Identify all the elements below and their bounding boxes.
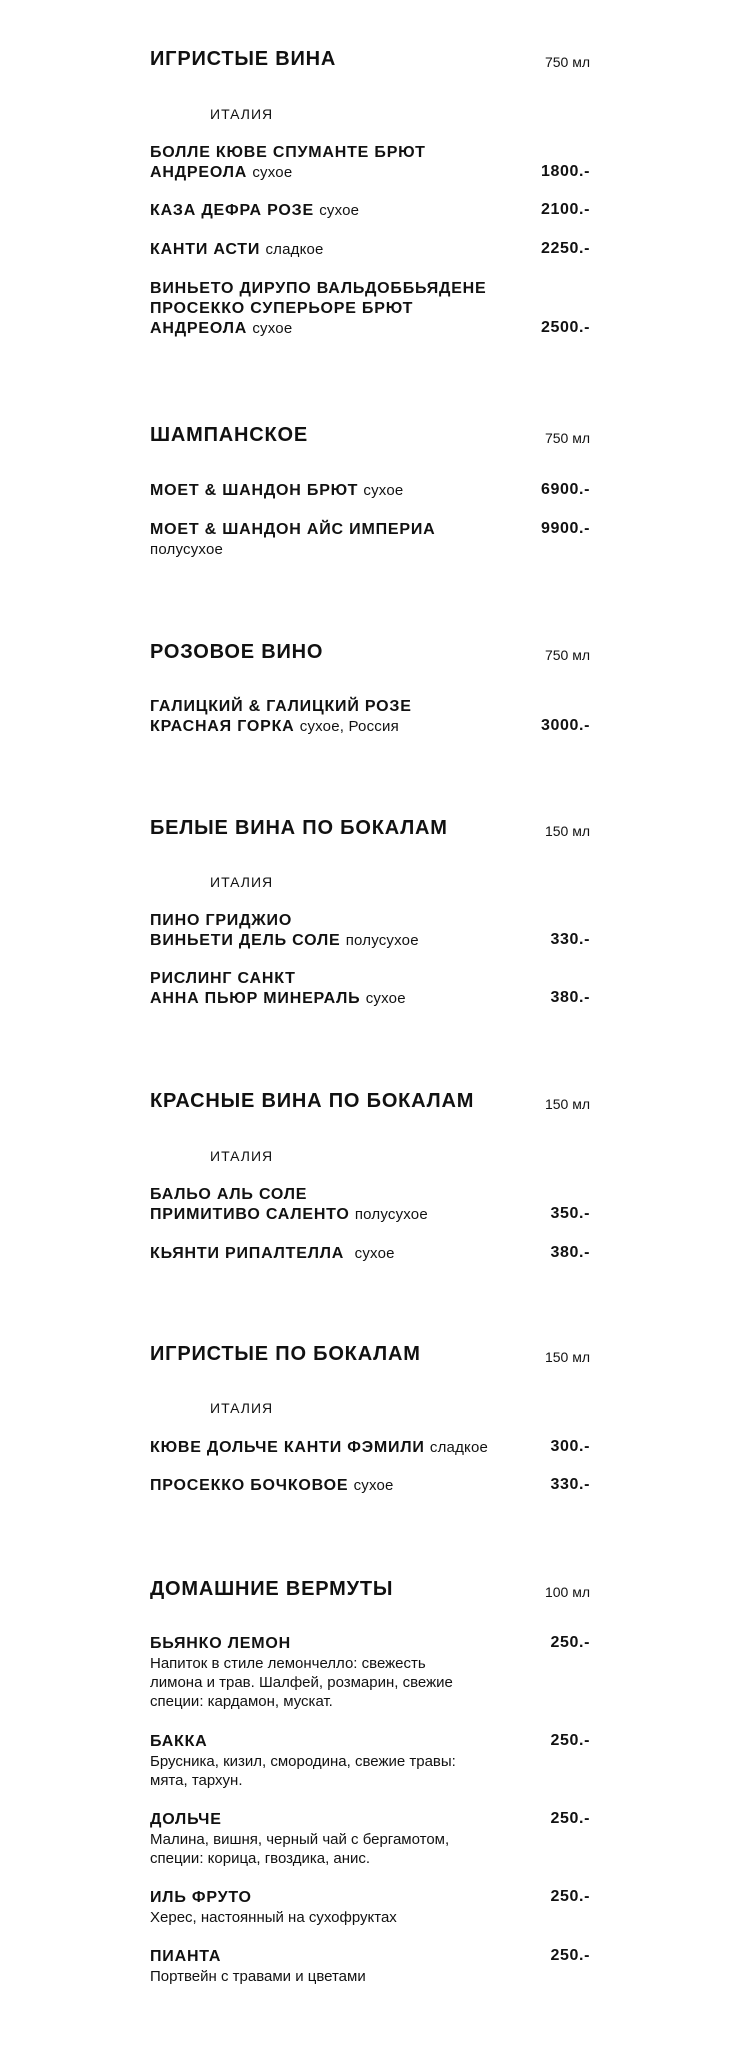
item-name-line: АННА ПЬЮР МИНЕРАЛЬ [150, 990, 361, 1007]
item-name-line: ПРОСЕККО БОЧКОВОЕ [150, 1477, 349, 1494]
item-note: полусухое [345, 932, 419, 949]
menu-item [150, 481, 590, 501]
menu-item [150, 1732, 590, 1790]
item-note: сухое [363, 482, 404, 499]
description-line: Херес, настоянный на сухофруктах [150, 1909, 397, 1926]
description-line: Малина, вишня, черный чай с бергамотом, [150, 1831, 450, 1848]
item-description [150, 1908, 510, 1927]
item-price: 330.- [550, 1476, 590, 1493]
item-price: 1800.- [541, 163, 590, 180]
item-name-line: БАЛЬО АЛЬ СОЛЕ [150, 1186, 308, 1203]
item-note: сухое, Россия [299, 718, 399, 735]
section-header [150, 1343, 590, 1373]
item-note: сухое [354, 1245, 395, 1262]
menu-item [150, 201, 590, 221]
item-name-line: АНДРЕОЛА [150, 164, 248, 181]
section-red-by-glass [150, 1090, 590, 1262]
item-name: БЬЯНКО ЛЕМОН [150, 1635, 291, 1652]
item-name: ДОЛЬЧЕ [150, 1811, 222, 1828]
item-name [150, 520, 520, 540]
item-name [150, 1244, 520, 1264]
item-name [150, 911, 520, 951]
menu-item [150, 1810, 590, 1868]
item-name [150, 201, 520, 221]
menu-item [150, 697, 590, 737]
section-sparkling-by-glass [150, 1343, 590, 1494]
country-label: ИТАЛИЯ [210, 1148, 274, 1164]
item-name: ИЛЬ ФРУТО [150, 1889, 252, 1906]
item-price: 380.- [550, 1244, 590, 1261]
item-note: сладкое [265, 241, 324, 258]
section-house-vermouths [150, 1578, 590, 1985]
item-name-line: КРАСНАЯ ГОРКА [150, 718, 295, 735]
description-line: Напиток в стиле лемончелло: свежесть [150, 1655, 426, 1672]
section-volume: 750 мл [544, 647, 590, 663]
menu-item [150, 240, 590, 260]
item-name [150, 143, 520, 183]
menu-item [150, 1476, 590, 1496]
item-name [150, 1438, 530, 1458]
item-note: сухое [252, 320, 293, 337]
item-name [150, 1476, 520, 1496]
description-line: специи: корица, гвоздика, анис. [150, 1850, 371, 1867]
item-name-line: РИСЛИНГ САНКТ [150, 970, 296, 987]
description-line: лимона и трав. Шалфей, розмарин, свежие [150, 1674, 453, 1691]
item-name-line: МОЕТ & ШАНДОН АЙС ИМПЕРИА [150, 521, 436, 538]
description-line: Брусника, кизил, смородина, свежие травы: [150, 1753, 456, 1770]
menu-item [150, 1185, 590, 1225]
item-name [150, 1185, 520, 1225]
section-rose-wine [150, 641, 590, 735]
item-price: 6900.- [541, 481, 590, 498]
item-price: 330.- [550, 931, 590, 948]
item-name-line: ГАЛИЦКИЙ & ГАЛИЦКИЙ РОЗЕ [150, 698, 412, 715]
country-label: ИТАЛИЯ [210, 874, 274, 890]
menu-item [150, 1438, 590, 1458]
item-description [150, 1654, 510, 1711]
item-price: 250.- [550, 1732, 590, 1749]
item-price: 250.- [550, 1888, 590, 1905]
item-name-line: КАНТИ АСТИ [150, 241, 261, 258]
item-note: сухое [365, 990, 406, 1007]
menu-item [150, 279, 590, 339]
section-header [150, 424, 590, 454]
item-name [150, 279, 520, 339]
item-price: 250.- [550, 1947, 590, 1964]
item-price: 350.- [550, 1205, 590, 1222]
item-name [150, 697, 520, 737]
item-price: 380.- [550, 989, 590, 1006]
item-name-line: ПРИМИТИВО САЛЕНТО [150, 1206, 350, 1223]
description-line: специи: кардамон, мускат. [150, 1693, 333, 1710]
section-header [150, 1090, 590, 1120]
item-note: полусухое [354, 1206, 428, 1223]
item-name-line: ВИНЬЕТИ ДЕЛЬ СОЛЕ [150, 932, 341, 949]
item-name-line: КАЗА ДЕФРА РОЗЕ [150, 202, 314, 219]
menu-item [150, 1244, 590, 1264]
country-label: ИТАЛИЯ [210, 1400, 274, 1416]
section-header [150, 817, 590, 847]
item-note: сухое [319, 202, 360, 219]
section-title: ДОМАШНИЕ ВЕРМУТЫ [150, 1578, 394, 1600]
item-price: 2500.- [541, 319, 590, 336]
section-title: ИГРИСТЫЕ ВИНА [150, 48, 337, 70]
item-name-line: ВИНЬЕТО ДИРУПО ВАЛЬДОББЬЯДЕНЕ [150, 280, 487, 297]
section-volume: 150 мл [544, 1349, 590, 1365]
menu-item [150, 143, 590, 183]
item-note: сладкое [429, 1439, 489, 1456]
section-volume: 750 мл [544, 430, 590, 446]
section-title: РОЗОВОЕ ВИНО [150, 641, 324, 663]
section-volume: 150 мл [544, 823, 590, 839]
item-name: БАККА [150, 1733, 208, 1750]
item-price: 2100.- [541, 201, 590, 218]
section-title: КРАСНЫЕ ВИНА ПО БОКАЛАМ [150, 1090, 475, 1112]
section-champagne [150, 424, 590, 558]
item-name-line: КЮВЕ ДОЛЬЧЕ КАНТИ ФЭМИЛИ [150, 1439, 425, 1456]
item-description [150, 1967, 510, 1986]
item-description [150, 1752, 510, 1790]
item-name-line: ПИНО ГРИДЖИО [150, 912, 293, 929]
menu-item [150, 1634, 590, 1711]
section-header [150, 48, 590, 78]
section-title: БЕЛЫЕ ВИНА ПО БОКАЛАМ [150, 817, 448, 839]
description-line: мята, тархун. [150, 1772, 243, 1789]
item-price: 250.- [550, 1810, 590, 1827]
section-volume: 100 мл [544, 1584, 590, 1600]
menu-item [150, 520, 590, 560]
item-name-line: КЬЯНТИ РИПАЛТЕЛЛА [150, 1245, 345, 1262]
item-description [150, 1830, 510, 1868]
item-name-line: БОЛЛЕ КЮВЕ СПУМАНТЕ БРЮТ [150, 144, 426, 161]
item-name [150, 240, 520, 260]
item-name-line: ПРОСЕККО СУПЕРЬОРЕ БРЮТ [150, 300, 414, 317]
item-price: 300.- [550, 1438, 590, 1455]
section-sparkling-wines [150, 48, 590, 337]
item-name-line: АНДРЕОЛА [150, 320, 248, 337]
item-name: ПИАНТА [150, 1948, 222, 1965]
description-line: Портвейн с травами и цветами [150, 1968, 366, 1985]
item-price: 2250.- [541, 240, 590, 257]
item-price: 250.- [550, 1634, 590, 1651]
item-name [150, 969, 520, 1009]
menu-item [150, 969, 590, 1009]
section-volume: 750 мл [544, 54, 590, 70]
section-header [150, 1578, 590, 1608]
item-name [150, 481, 520, 501]
section-title: ИГРИСТЫЕ ПО БОКАЛАМ [150, 1343, 421, 1365]
section-title: ШАМПАНСКОЕ [150, 424, 309, 446]
menu-item [150, 1888, 590, 1927]
section-volume: 150 мл [544, 1096, 590, 1112]
item-note: сухое [353, 1477, 394, 1494]
item-name-line: МОЕТ & ШАНДОН БРЮТ [150, 482, 359, 499]
section-header [150, 641, 590, 671]
country-label: ИТАЛИЯ [210, 106, 274, 122]
item-note: сухое [252, 164, 293, 181]
section-white-by-glass [150, 817, 590, 1007]
item-price: 3000.- [541, 717, 590, 734]
menu-item [150, 911, 590, 951]
menu-item [150, 1947, 590, 1986]
item-note: полусухое [150, 541, 224, 558]
item-price: 9900.- [541, 520, 590, 537]
